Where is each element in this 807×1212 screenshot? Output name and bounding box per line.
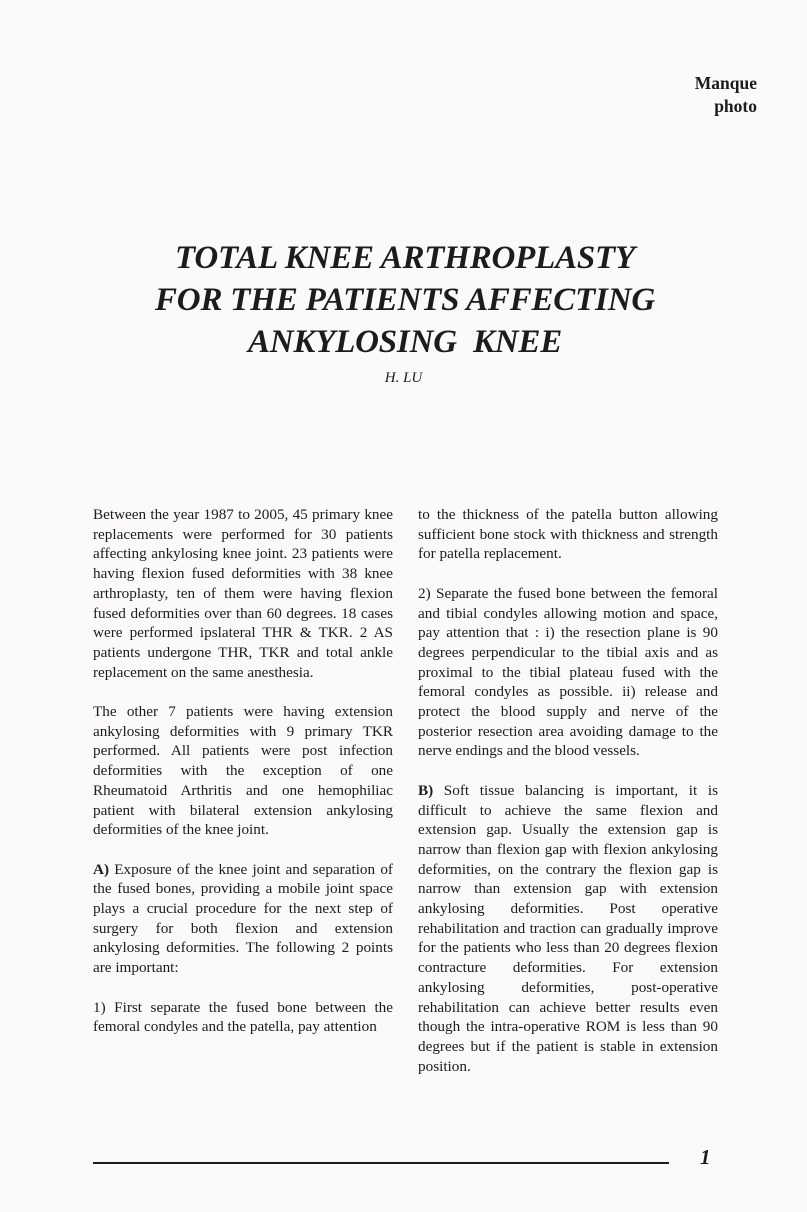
paragraph: Between the year 1987 to 2005, 45 primary knee replacements were performed for 30 patients affecting ankylosing knee joint. 23 patients were having flexion fused deformities with 38 knee arthroplasty, ten of them were having flexion fused deformities over than 60 degrees. 18 cases were performed ipslateral THR & TKR. 2 AS patients undergone THR, TKR and total ankle replacement on the same anesthesia. bbox=[93, 506, 393, 681]
paragraph: The other 7 patients were having extension ankylosing deformities with 9 primary TKR performed. All patients were post infection deformities with the exception of one Rheumatoid Arthritis and one hemophiliac patient with bilateral extension ankylosing deformities of the knee joint. bbox=[93, 703, 393, 839]
author: H. LU bbox=[384, 370, 423, 386]
section-label: A) bbox=[93, 860, 110, 878]
paper-title bbox=[60, 237, 750, 363]
page-number: 1 bbox=[700, 1145, 711, 1169]
margin-note-line-1: Manque bbox=[694, 73, 757, 93]
paragraph bbox=[93, 860, 393, 978]
paragraph-text: Exposure of the knee joint and separation of the fused bones, providing a mobile joint space plays a crucial procedure for the next step of surgery for both flexion and extension ankylosing deformities. The following 2 points are important: bbox=[93, 860, 393, 977]
title-line-2: FOR THE PATIENTS AFFECTING bbox=[155, 282, 655, 318]
paragraph bbox=[418, 781, 718, 1077]
title-line-1: TOTAL KNEE ARTHROPLASTY bbox=[175, 240, 635, 276]
title-line-3: ANKYLOSING KNEE bbox=[247, 324, 563, 360]
paragraph-text: Soft tissue balancing is important, it is difficult to achieve the same flexion and extension gap. Usually the extension gap is narrow than flexion gap with flexion ankylosing deformities, on the contrary the flexion gap is narrow than extension gap with extension ankylosing deformities. Post operative rehabilitation and traction can gradually improve for the patients who less than 20 degrees flexion contracture deformities. For extension ankylosing deformities, post-operative rehabilitation can achieve better results even though the intra-operative ROM is less than 90 degrees but if the patient is stable in extension position. bbox=[418, 781, 718, 1075]
paragraph: 2) Separate the fused bone between the femoral and tibial condyles allowing motion and space, pay attention that : i) the resection plane is 90 degrees perpendicular to the tibial axis and as proximal to the tibial plateau fused with the femoral condyles as possible. ii) release and protect the blood supply and nerve of the posterior resection area avoiding damage to the nerve endings and the blood vessels. bbox=[418, 584, 718, 760]
paragraph: 1) First separate the fused bone between the femoral condyles and the patella, pay attention bbox=[93, 998, 393, 1036]
footer-rule bbox=[93, 1162, 669, 1164]
margin-note-line-2: photo bbox=[714, 96, 757, 116]
left-column bbox=[93, 505, 393, 1037]
section-label: B) bbox=[418, 781, 434, 799]
right-column bbox=[418, 505, 718, 1076]
paragraph: to the thickness of the patella button allowing sufficient bone stock with thickness and strength for patella replacement. bbox=[418, 506, 718, 563]
margin-note bbox=[637, 72, 757, 118]
